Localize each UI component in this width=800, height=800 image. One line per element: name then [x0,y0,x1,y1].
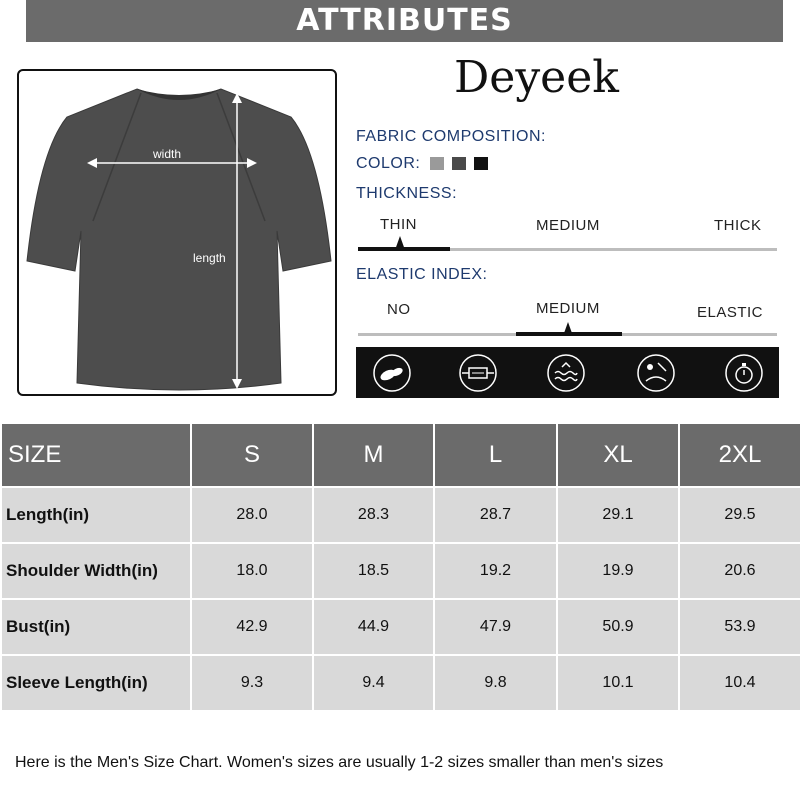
color-label: COLOR: [356,155,421,172]
row-label: Shoulder Width(in) [1,543,191,599]
size-xl-header: XL [557,423,679,487]
size-chart-table [0,422,800,712]
table-cell: 44.9 [313,599,434,655]
thickness-thin-label: THIN [380,216,417,233]
table-cell: 28.3 [313,487,434,543]
table-cell: 18.0 [191,543,313,599]
elastic-index-label: ELASTIC INDEX: [356,266,488,283]
leaf-icon [372,353,412,393]
table-cell: 29.5 [679,487,800,543]
table-row [1,543,800,599]
color-swatch-gray [430,157,444,170]
fabric-composition-label: FABRIC COMPOSITION: [356,128,546,145]
length-label: length [193,251,226,265]
quick-dry-icon [636,353,676,393]
thickness-medium-label: MEDIUM [536,217,600,234]
page-title: ATTRIBUTES [296,3,513,38]
feature-icon-strip [356,347,779,398]
size-m-header: M [313,423,434,487]
elastic-marker-icon [562,322,574,338]
row-label: Sleeve Length(in) [1,655,191,711]
table-cell: 19.9 [557,543,679,599]
thickness-label: THICKNESS: [356,185,458,202]
elastic-elastic-label: ELASTIC [697,304,764,321]
color-swatch-black [474,157,488,170]
table-row [1,487,800,543]
stretch-icon [458,353,498,393]
size-chart-footnote: Here is the Men's Size Chart. Women's sizes are usually 1-2 sizes smaller than men's sizes [15,754,664,771]
table-cell: 28.0 [191,487,313,543]
size-column-header: SIZE [1,423,191,487]
stopwatch-icon [724,353,764,393]
header-banner [26,0,783,42]
table-row [1,599,800,655]
row-label: Length(in) [1,487,191,543]
breathable-icon [546,353,586,393]
elastic-medium-label: MEDIUM [536,300,600,317]
size-s-header: S [191,423,313,487]
thickness-thick-label: THICK [714,217,762,234]
row-label: Bust(in) [1,599,191,655]
table-cell: 28.7 [434,487,557,543]
table-cell: 18.5 [313,543,434,599]
table-cell: 42.9 [191,599,313,655]
shirt-image [17,69,337,396]
table-cell: 9.3 [191,655,313,711]
tshirt-illustration [19,71,337,396]
size-l-header: L [434,423,557,487]
size-2xl-header: 2XL [679,423,800,487]
brand-logo: Deyeek [454,52,619,103]
table-cell: 29.1 [557,487,679,543]
table-cell: 9.4 [313,655,434,711]
table-cell: 10.4 [679,655,800,711]
table-row [1,655,800,711]
table-cell: 9.8 [434,655,557,711]
table-cell: 19.2 [434,543,557,599]
table-cell: 20.6 [679,543,800,599]
table-cell: 47.9 [434,599,557,655]
elastic-no-label: NO [387,301,411,318]
table-cell: 50.9 [557,599,679,655]
size-header-row [1,423,800,487]
table-cell: 53.9 [679,599,800,655]
table-cell: 10.1 [557,655,679,711]
color-swatch-dark-gray [452,157,466,170]
width-label: width [153,147,182,161]
thickness-marker-icon [394,236,406,252]
